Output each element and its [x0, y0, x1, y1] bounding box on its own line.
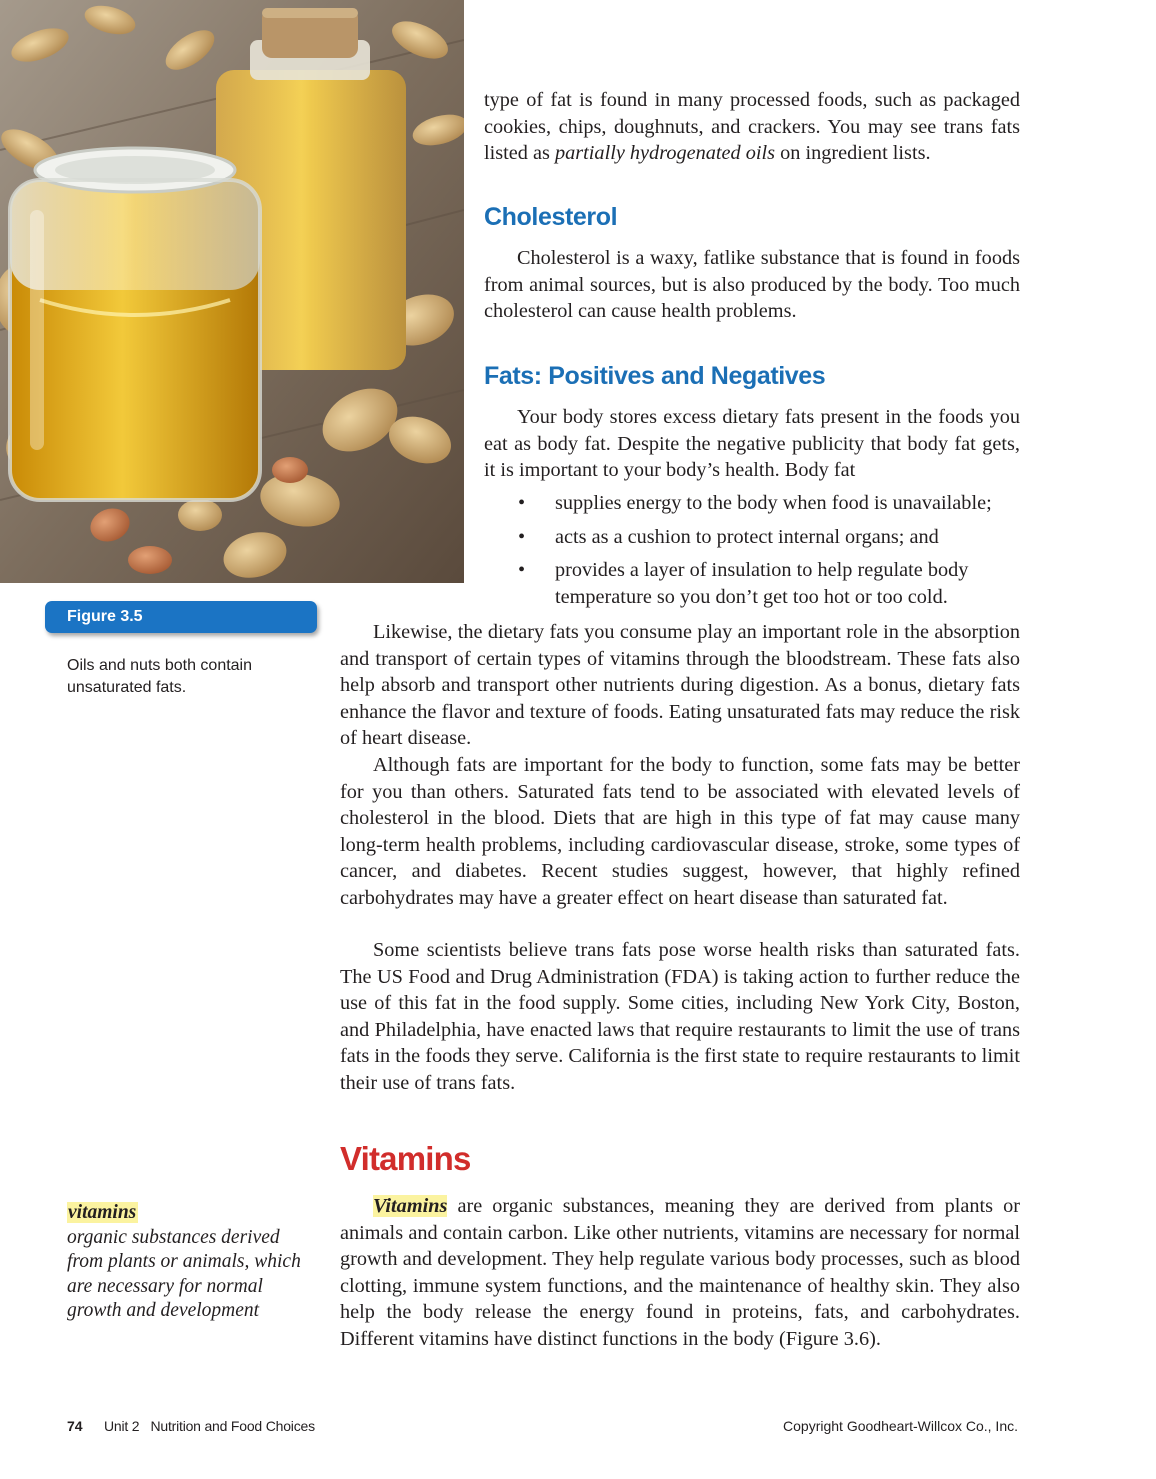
trans-fat-text-b: on ingredient lists. [775, 142, 931, 164]
bullet-glyph: • [518, 492, 526, 514]
bullet-glyph: • [518, 525, 526, 548]
trans-fat-paragraph [484, 87, 1020, 167]
bullet-text: supplies energy to the body when food is unavailable; [555, 492, 992, 514]
vitamins-heading: Vitamins [340, 1140, 471, 1177]
trans-fat-text-a: type of fat is found in many processed foods, such as packaged cookies, chips, doughnuts, and crackers. You may see trans fats listed as [484, 89, 1020, 164]
bullet-item [518, 524, 1023, 551]
vitamins-paragraph-text: are organic substances, meaning they are derived from plants or animals and contain carbon. Like other nutrients, vitamins are necessary for normal growth and development. They help regulate various body processes, such as blood clotting, immune system functions, and the maintenance of healthy skin. They also help the body release the energy found in proteins, fats, and carbohydrates. Different vitamins have distinct functions in the body (Figure 3.6). [340, 1195, 1020, 1350]
fats-paragraph: Your body stores excess dietary fats present in the foods you eat as body fat. Despite the negative publicity that body fat gets, it is important to your body’s health. Body fat [484, 406, 1020, 481]
copyright-notice: Copyright Goodheart-Willcox Co., Inc. [783, 1418, 1018, 1434]
glossary-entry [67, 1201, 307, 1324]
glossary-definition: organic substances derived from plants or animals, which are necessary for normal growth and development [67, 1226, 301, 1321]
figure-caption: Oils and nuts both contain unsaturated fats. [67, 657, 253, 696]
fats-positives-negatives-heading: Fats: Positives and Negatives [484, 362, 826, 390]
bullet-text: provides a layer of insulation to help regulate body temperature so you don’t get too hot or too cold. [555, 559, 969, 608]
figure-label-tab [45, 601, 317, 633]
bullet-text: acts as a cushion to protect internal organs; and [555, 525, 939, 548]
partially-hydrogenated-oils-term: partially hydrogenated oils [554, 142, 776, 164]
bullet-item [518, 490, 1023, 517]
figure-label: Figure 3.5 [67, 608, 143, 625]
photo-illustration [0, 0, 464, 583]
bullet-glyph: • [518, 559, 526, 581]
likewise-paragraph: Likewise, the dietary fats you consume play an important role in the absorption and transport of certain types of vitamins through the bloodstream. These fats also help absorb and transport other nutrients during digestion. As a bonus, dietary fats enhance the flavor and texture of foods. Eating unsaturated fats may reduce the risk of heart disease. [340, 621, 1020, 749]
page-number: 74 [67, 1418, 83, 1434]
unit-title: Unit 2 Nutrition and Food Choices [104, 1418, 315, 1434]
cholesterol-paragraph: Cholesterol is a waxy, fatlike substance that is found in foods from animal sources, but is also produced by the body. Too much cholesterol can cause health problems. [484, 247, 1020, 322]
vitamins-key-term: Vitamins [373, 1195, 448, 1217]
cholesterol-heading: Cholesterol [484, 203, 618, 231]
body-fat-bullet-list [518, 490, 1023, 617]
although-paragraph: Although fats are important for the body to function, some fats may be better for you than others. Saturated fats tend to be associated with elevated levels of cholesterol in the blood. Diets that are high in this type of fat may cause many long-term health problems, including cardiovascular disease, stroke, some types of cancer, and diabetes. Recent studies suggest, however, that highly refined carbohydrates may have a greater effect on heart disease than saturated fat. [340, 754, 1020, 909]
oil-and-peanuts-photo [0, 0, 464, 583]
vitamins-paragraph [340, 1193, 1020, 1352]
trans-fat-risks-paragraph: Some scientists believe trans fats pose worse health risks than saturated fats. The US Food and Drug Administration (FDA) is taking action to further reduce the use of this fat in the food supply. Some cities, including New York City, Boston, and Philadelphia, have enacted laws that require restaurants to limit the use of trans fats in the foods they serve. California is the first state to require restaurants to limit their use of trans fats. [340, 939, 1020, 1094]
bullet-item [518, 557, 1023, 610]
glossary-term: vitamins [68, 1202, 137, 1223]
